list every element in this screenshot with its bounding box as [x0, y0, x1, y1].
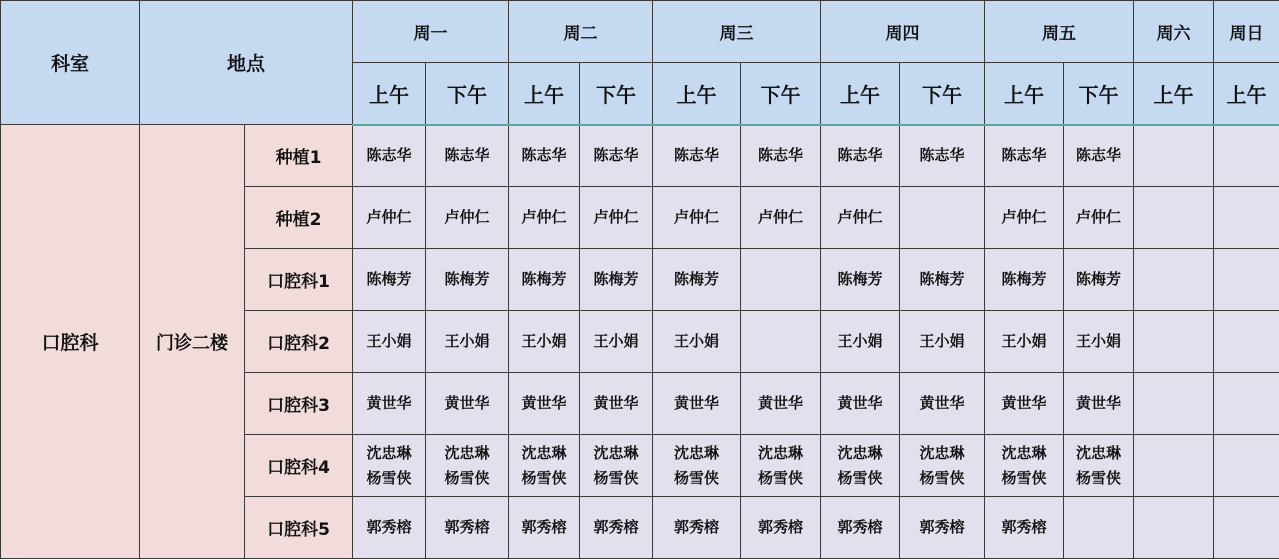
doctor-cell — [426, 435, 509, 497]
doctor-cell — [900, 435, 985, 497]
doctor-name: 黄世华 — [444, 394, 490, 412]
header-slot: 上午 — [1134, 63, 1214, 125]
doctor-cell — [985, 497, 1064, 559]
doctor-cell — [1214, 125, 1279, 187]
doctor-cell — [1134, 249, 1214, 311]
header-slot: 上午 — [821, 63, 900, 125]
doctor-name: 陈梅芳 — [366, 270, 412, 288]
doctor-cell — [1064, 125, 1134, 187]
doctor-cell — [580, 497, 653, 559]
room-name-cell: 种植2 — [245, 187, 353, 249]
doctor-name: 沈忠琳 — [366, 443, 412, 462]
doctor-name: 卢仲仁 — [444, 208, 490, 226]
doctor-cell — [821, 497, 900, 559]
doctor-name: 陈志华 — [674, 146, 720, 165]
doctor-cell — [1214, 497, 1279, 559]
doctor-cell — [653, 373, 741, 435]
doctor-name: 陈志华 — [758, 146, 804, 165]
doctor-cell — [741, 125, 821, 187]
doctor-name: 杨雪侠 — [366, 468, 412, 487]
doctor-name: 卢仲仁 — [1001, 208, 1047, 226]
doctor-name: 郭秀榕 — [593, 518, 639, 536]
doctor-name: 陈梅芳 — [837, 270, 883, 288]
doctor-cell — [580, 187, 653, 249]
doctor-cell — [985, 187, 1064, 249]
doctor-name: 陈志华 — [919, 146, 965, 165]
doctor-cell — [353, 373, 426, 435]
doctor-cell — [985, 373, 1064, 435]
doctor-name: 王小娟 — [919, 332, 965, 350]
header-slot: 下午 — [426, 63, 509, 125]
doctor-name: 陈梅芳 — [593, 270, 639, 288]
doctor-name: 卢仲仁 — [758, 208, 804, 226]
doctor-name: 郭秀榕 — [758, 518, 804, 536]
doctor-cell — [821, 435, 900, 497]
header-slot: 下午 — [1064, 63, 1134, 125]
doctor-name: 陈志华 — [366, 146, 412, 165]
doctor-cell — [653, 125, 741, 187]
doctor-name: 卢仲仁 — [837, 208, 883, 226]
doctor-cell — [653, 497, 741, 559]
doctor-cell — [353, 435, 426, 497]
doctor-cell — [653, 435, 741, 497]
doctor-name: 黄世华 — [366, 394, 412, 412]
doctor-name: 杨雪侠 — [758, 468, 804, 487]
doctor-cell — [580, 435, 653, 497]
header-slot: 下午 — [900, 63, 985, 125]
doctor-cell — [509, 125, 580, 187]
doctor-name: 卢仲仁 — [366, 208, 412, 226]
doctor-cell — [1214, 187, 1279, 249]
room-name-cell: 口腔科1 — [245, 249, 353, 311]
doctor-cell — [353, 249, 426, 311]
doctor-name: 陈志华 — [521, 146, 567, 165]
doctor-name: 陈梅芳 — [444, 270, 490, 288]
doctor-cell — [1064, 187, 1134, 249]
header-day: 周五 — [985, 1, 1134, 63]
doctor-name: 卢仲仁 — [1076, 208, 1122, 226]
doctor-cell — [1064, 435, 1134, 497]
doctor-cell — [1214, 373, 1279, 435]
doctor-name: 杨雪侠 — [593, 468, 639, 487]
doctor-cell — [426, 187, 509, 249]
doctor-name: 沈忠琳 — [919, 443, 965, 462]
doctor-name: 杨雪侠 — [837, 468, 883, 487]
doctor-cell — [509, 435, 580, 497]
doctor-cell — [509, 187, 580, 249]
doctor-cell — [509, 497, 580, 559]
doctor-name: 杨雪侠 — [521, 468, 567, 487]
doctor-name: 陈志华 — [1001, 146, 1047, 165]
doctor-cell — [353, 187, 426, 249]
doctor-cell — [1134, 187, 1214, 249]
doctor-name: 黄世华 — [758, 394, 804, 412]
doctor-cell — [741, 187, 821, 249]
doctor-name: 郭秀榕 — [674, 518, 720, 536]
doctor-cell — [1134, 497, 1214, 559]
doctor-cell — [353, 497, 426, 559]
doctor-cell — [1064, 373, 1134, 435]
header-day: 周二 — [509, 1, 653, 63]
doctor-name: 沈忠琳 — [1001, 443, 1047, 462]
doctor-name: 陈梅芳 — [1001, 270, 1047, 288]
header-day: 周一 — [353, 1, 509, 63]
table-row — [1, 125, 1279, 187]
doctor-cell — [426, 249, 509, 311]
doctor-name: 沈忠琳 — [521, 443, 567, 462]
doctor-name: 王小娟 — [593, 332, 639, 350]
doctor-name: 王小娟 — [837, 332, 883, 350]
doctor-name: 沈忠琳 — [444, 443, 490, 462]
doctor-name: 黄世华 — [837, 394, 883, 412]
header-day: 周六 — [1134, 1, 1214, 63]
doctor-name: 王小娟 — [674, 332, 720, 350]
header-slot: 下午 — [741, 63, 821, 125]
doctor-cell — [985, 249, 1064, 311]
doctor-name: 王小娟 — [1001, 332, 1047, 350]
doctor-cell — [741, 497, 821, 559]
doctor-cell — [353, 311, 426, 373]
doctor-name: 王小娟 — [366, 332, 412, 350]
doctor-cell — [1064, 249, 1134, 311]
doctor-cell — [509, 249, 580, 311]
doctor-cell — [509, 373, 580, 435]
doctor-cell — [580, 249, 653, 311]
doctor-cell — [653, 187, 741, 249]
doctor-name: 黄世华 — [919, 394, 965, 412]
doctor-cell — [426, 125, 509, 187]
doctor-cell — [653, 249, 741, 311]
doctor-name: 卢仲仁 — [674, 208, 720, 226]
doctor-cell — [1214, 249, 1279, 311]
header-slot: 上午 — [985, 63, 1064, 125]
location-cell: 门诊二楼 — [140, 125, 245, 559]
doctor-cell — [653, 311, 741, 373]
header-slot: 上午 — [1214, 63, 1279, 125]
doctor-cell — [1134, 311, 1214, 373]
header-location: 地点 — [140, 1, 353, 125]
doctor-cell — [580, 311, 653, 373]
doctor-name: 陈梅芳 — [521, 270, 567, 288]
header-slot: 上午 — [653, 63, 741, 125]
doctor-name: 陈志华 — [444, 146, 490, 165]
doctor-cell — [821, 311, 900, 373]
doctor-name: 陈梅芳 — [919, 270, 965, 288]
doctor-name: 杨雪侠 — [919, 468, 965, 487]
doctor-cell — [1134, 125, 1214, 187]
header-slot: 下午 — [580, 63, 653, 125]
doctor-cell — [426, 497, 509, 559]
doctor-cell — [1064, 497, 1134, 559]
doctor-cell — [985, 435, 1064, 497]
doctor-cell — [741, 373, 821, 435]
doctor-name: 王小娟 — [444, 332, 490, 350]
doctor-name: 黄世华 — [674, 394, 720, 412]
doctor-name: 陈梅芳 — [674, 270, 720, 288]
doctor-name: 郭秀榕 — [366, 518, 412, 536]
doctor-name: 陈志华 — [593, 146, 639, 165]
doctor-cell — [900, 373, 985, 435]
doctor-name: 郭秀榕 — [521, 518, 567, 536]
doctor-name: 卢仲仁 — [521, 208, 567, 226]
doctor-name: 沈忠琳 — [1076, 443, 1122, 462]
room-name-cell: 口腔科4 — [245, 435, 353, 497]
header-day: 周日 — [1214, 1, 1279, 63]
doctor-name: 卢仲仁 — [593, 208, 639, 226]
doctor-cell — [741, 249, 821, 311]
doctor-name: 郭秀榕 — [1001, 518, 1047, 536]
doctor-name: 陈梅芳 — [1076, 270, 1122, 288]
doctor-name: 陈志华 — [1076, 146, 1122, 165]
doctor-cell — [985, 125, 1064, 187]
doctor-name: 杨雪侠 — [444, 468, 490, 487]
doctor-name: 沈忠琳 — [758, 443, 804, 462]
doctor-cell — [580, 373, 653, 435]
doctor-name: 杨雪侠 — [1001, 468, 1047, 487]
doctor-name: 郭秀榕 — [444, 518, 490, 536]
doctor-cell — [900, 187, 985, 249]
doctor-cell — [509, 311, 580, 373]
header-day: 周三 — [653, 1, 821, 63]
doctor-cell — [1214, 435, 1279, 497]
doctor-name: 陈志华 — [837, 146, 883, 165]
doctor-name: 王小娟 — [1076, 332, 1122, 350]
doctor-cell — [900, 497, 985, 559]
header-day: 周四 — [821, 1, 985, 63]
doctor-name: 杨雪侠 — [674, 468, 720, 487]
header-row-days — [1, 1, 1279, 63]
doctor-cell — [353, 125, 426, 187]
doctor-name: 郭秀榕 — [837, 518, 883, 536]
doctor-name: 沈忠琳 — [837, 443, 883, 462]
header-slot: 上午 — [509, 63, 580, 125]
schedule-body — [1, 1, 1279, 559]
doctor-cell — [580, 125, 653, 187]
doctor-cell — [741, 311, 821, 373]
doctor-cell — [821, 187, 900, 249]
doctor-name: 王小娟 — [521, 332, 567, 350]
doctor-cell — [1134, 373, 1214, 435]
doctor-cell — [1214, 311, 1279, 373]
doctor-name: 郭秀榕 — [919, 518, 965, 536]
doctor-cell — [900, 249, 985, 311]
doctor-cell — [741, 435, 821, 497]
room-name-cell: 口腔科2 — [245, 311, 353, 373]
header-department: 科室 — [1, 1, 140, 125]
doctor-name: 杨雪侠 — [1076, 468, 1122, 487]
doctor-cell — [900, 125, 985, 187]
doctor-cell — [821, 373, 900, 435]
header-slot: 上午 — [353, 63, 426, 125]
doctor-name: 黄世华 — [593, 394, 639, 412]
doctor-name: 黄世华 — [1001, 394, 1047, 412]
doctor-name: 沈忠琳 — [593, 443, 639, 462]
doctor-name: 沈忠琳 — [674, 443, 720, 462]
doctor-cell — [1064, 311, 1134, 373]
room-name-cell: 口腔科3 — [245, 373, 353, 435]
department-cell: 口腔科 — [1, 125, 140, 559]
doctor-cell — [900, 311, 985, 373]
room-name-cell: 口腔科5 — [245, 497, 353, 559]
doctor-cell — [985, 311, 1064, 373]
doctor-name: 黄世华 — [521, 394, 567, 412]
doctor-cell — [426, 311, 509, 373]
room-name-cell: 种植1 — [245, 125, 353, 187]
doctor-cell — [821, 249, 900, 311]
doctor-cell — [821, 125, 900, 187]
doctor-cell — [426, 373, 509, 435]
doctor-name: 黄世华 — [1076, 394, 1122, 412]
doctor-cell — [1134, 435, 1214, 497]
